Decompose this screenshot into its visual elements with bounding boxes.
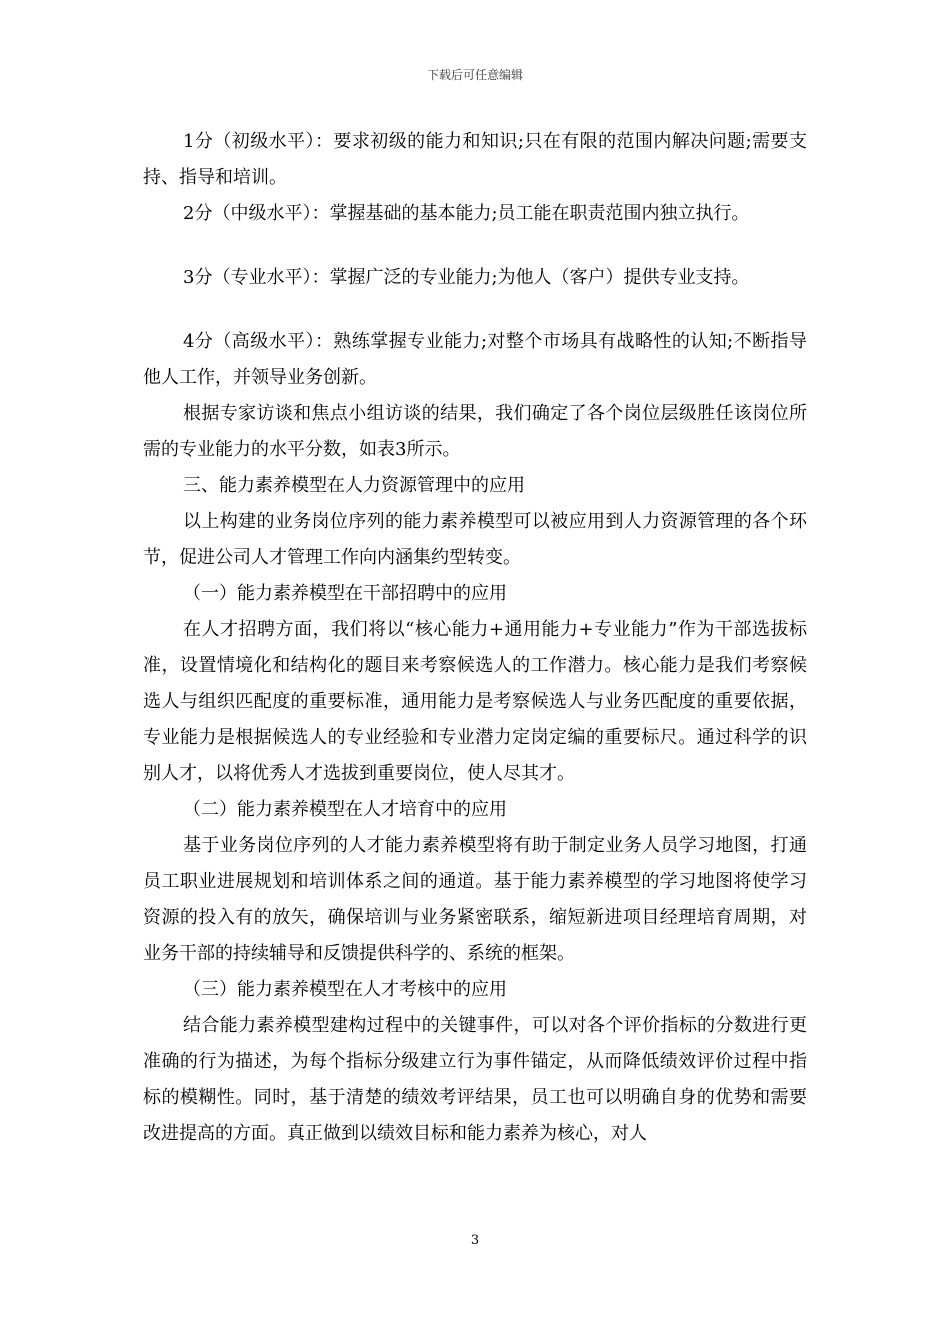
page-header: 下载后可任意编辑 — [426, 68, 523, 82]
level-2-paragraph: 2分（中级水平）：掌握基础的基本能力;员工能在职责范围内独立执行。 — [183, 203, 750, 224]
result-paragraph: 根据专家访谈和焦点小组访谈的结果，我们确定了各个岗位层级胜任该岗位所需的专业能力的水平分数，如表3所示。 — [143, 403, 807, 460]
training-paragraph: 基于业务岗位序列的人才能力素养模型将有助于制定业务人员学习地图，打通员工职业进展规划和培训体系之间的通道。基于能力素养模型的学习地图将使学习资源的投入有的放矢，确保培训与业务紧密联系，缩短新进项目经理培育周期，对业务干部的持续辅导和反馈提供科学的、系统的框架。 — [143, 835, 807, 964]
level-1-paragraph: 1分（初级水平）：要求初级的能力和知识;只在有限的范围内解决问题;需要支持、指导和培训。 — [143, 131, 807, 188]
subsection-heading-assessment: （三）能力素养模型在人才考核中的应用 — [183, 979, 507, 1000]
level-3-paragraph: 3分（专业水平）：掌握广泛的专业能力;为他人（客户）提供专业支持。 — [183, 267, 750, 288]
blank-line — [143, 232, 807, 260]
recruitment-paragraph: 在人才招聘方面，我们将以“核心能力+通用能力+专业能力”作为干部选拔标准，设置情境化和结构化的题目来考察候选人的工作潜力。核心能力是我们考察候选人与组织匹配度的重要标准，通用能力是考察候选人与业务匹配度的重要依据，专业能力是根据候选人的专业经验和专业潜力定岗定编的重要标尺。通过科学的识别人才，以将优秀人才选拔到重要岗位，使人尽其才。 — [143, 619, 807, 784]
blank-line — [143, 296, 807, 324]
subsection-heading-training: （二）能力素养模型在人才培育中的应用 — [183, 799, 507, 820]
intro-paragraph: 以上构建的业务岗位序列的能力素养模型可以被应用到人力资源管理的各个环节，促进公司人才管理工作向内涵集约型转变。 — [143, 511, 807, 568]
document-body — [143, 124, 807, 1152]
subsection-heading-recruitment: （一）能力素养模型在干部招聘中的应用 — [183, 583, 507, 604]
level-4-paragraph: 4分（高级水平）：熟练掌握专业能力;对整个市场具有战略性的认知;不断指导他人工作，并领导业务创新。 — [143, 331, 807, 388]
assessment-paragraph: 结合能力素养模型建构过程中的关键事件，可以对各个评价指标的分数进行更准确的行为描述，为每个指标分级建立行为事件锚定，从而降低绩效评价过程中指标的模糊性。同时，基于清楚的绩效考评结果，员工也可以明确自身的优势和需要改进提高的方面。真正做到以绩效目标和能力素养为核心，对人 — [143, 1015, 807, 1144]
section-heading: 三、能力素养模型在人力资源管理中的应用 — [183, 475, 525, 496]
page-number: 3 — [470, 1233, 480, 1248]
